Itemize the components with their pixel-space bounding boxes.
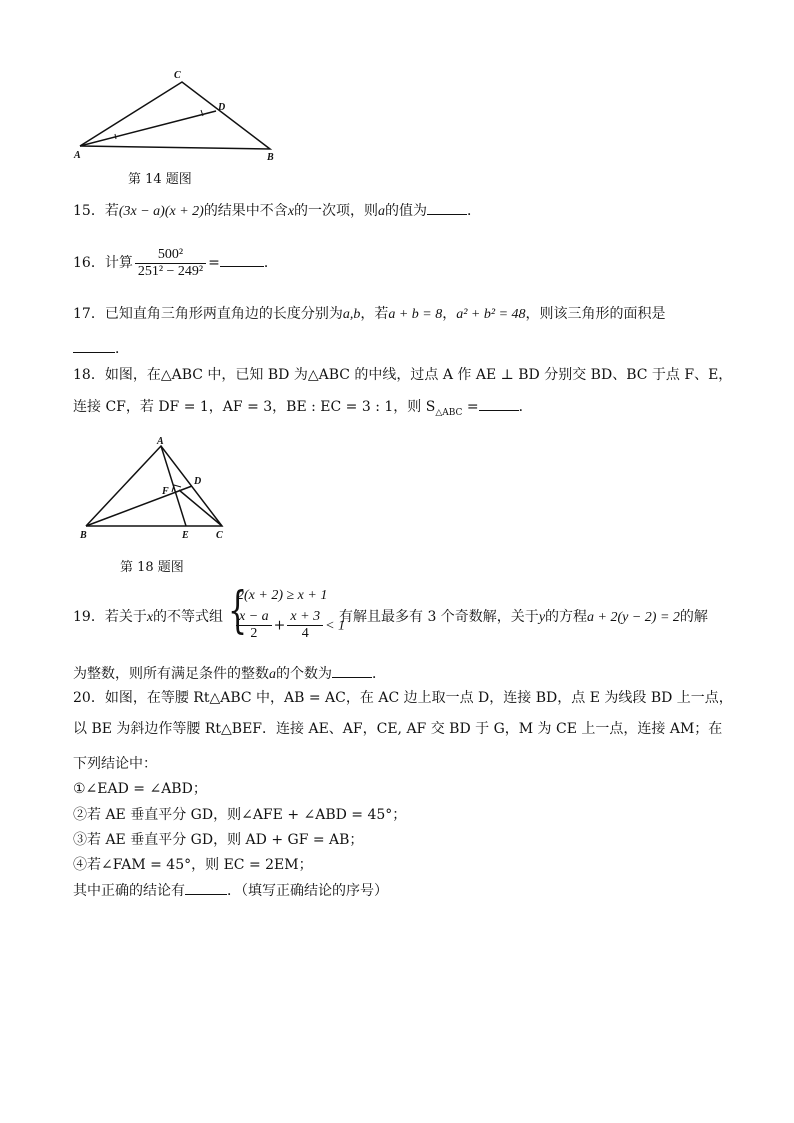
answer-blank bbox=[185, 880, 227, 895]
figure-18-caption: 第 18 题图 bbox=[120, 560, 184, 575]
answer-blank bbox=[73, 338, 115, 353]
q19-inequality-2: $\frac{x - a}{2}$ + $\frac{x + 3}{4}$ < 1 bbox=[234, 609, 345, 642]
question-15: 15．若(3x − a)(x + 2)的结果中不含x的一次项，则a的值为 ． bbox=[73, 200, 481, 222]
q20-number: 20． bbox=[73, 690, 105, 706]
question-19: 19．若关于x的不等式组 bbox=[73, 609, 224, 625]
q16-number: 16． bbox=[73, 255, 105, 271]
q17-number: 17． bbox=[73, 306, 105, 322]
conclusion-item: ①∠EAD = ∠ABD； bbox=[73, 781, 207, 797]
figure-14-triangle bbox=[70, 66, 285, 166]
answer-blank bbox=[220, 252, 264, 267]
question-20-final: 其中正确的结论有 ．（填写正确结论的序号） bbox=[73, 880, 388, 901]
fig18-label-d: D bbox=[194, 476, 202, 487]
q16-fraction: $\frac{\text{500²}}{\text{251² − 249²}}$ bbox=[135, 247, 206, 280]
question-18: 18．如图，在△ABC 中，已知 BD 为△ABC 的中线，过点 A 作 AE ⊥ BD 分别交 BD、BC 于点 F、E， bbox=[73, 367, 733, 383]
question-17-line-2: ． bbox=[73, 338, 129, 359]
fig14-label-d: D bbox=[218, 102, 226, 113]
figure-18-triangle bbox=[74, 434, 234, 544]
conclusion-item: ③若 AE 垂直平分 GD，则 AD + GF = AB； bbox=[73, 832, 364, 848]
q18-number: 18． bbox=[73, 367, 105, 383]
answer-blank bbox=[427, 200, 467, 215]
fig18-label-b: B bbox=[80, 530, 87, 541]
conclusion-item: ②若 AE 垂直平分 GD，则∠AFE + ∠ABD = 45°； bbox=[73, 807, 407, 823]
fig18-label-e: E bbox=[182, 530, 189, 541]
question-17: 17．已知直角三角形两直角边的长度分别为a,b，若a + b = 8，a² + b² = 48，则该三角形的面积是 bbox=[73, 306, 666, 322]
question-16: 16．计算 $\frac{\text{500²}}{\text{251² − 249²}}$ = ． bbox=[73, 246, 278, 279]
question-20-line-2: 以 BE 为斜边作等腰 Rt△BEF．连接 AE、AF，CE, AF 交 BD 于 G，M 为 CE 上一点，连接 AM；在 bbox=[73, 721, 723, 737]
question-19-line-2: 为整数，则所有满足条件的整数a的个数为 ． bbox=[73, 663, 386, 685]
fig18-label-f: F bbox=[162, 486, 169, 497]
q19-number: 19． bbox=[73, 609, 105, 625]
q15-number: 15． bbox=[73, 203, 105, 219]
fig14-label-a: A bbox=[74, 150, 81, 161]
fig14-label-c: C bbox=[174, 70, 181, 81]
question-20-line-3: 下列结论中： bbox=[73, 756, 157, 772]
figure-14-caption: 第 14 题图 bbox=[128, 172, 192, 187]
question-20: 20．如图，在等腰 Rt△ABC 中，AB = AC，在 AC 边上取一点 D，连接 BD，点 E 为线段 BD 上一点， bbox=[73, 690, 733, 706]
question-19-tail: 有解且最多有 3 个奇数解，关于y的方程a + 2(y − 2) = 2的解 bbox=[339, 609, 708, 625]
q19-inequality-1: 2(x + 2) ≥ x + 1 bbox=[237, 588, 328, 603]
fig18-label-c: C bbox=[216, 530, 223, 541]
answer-blank bbox=[332, 663, 372, 678]
fig14-label-b: B bbox=[267, 152, 274, 163]
answer-blank bbox=[479, 396, 519, 411]
conclusion-item: ④若∠FAM = 45°，则 EC = 2EM； bbox=[73, 857, 313, 873]
q15-expression: (3x − a)(x + 2) bbox=[118, 204, 204, 219]
system-brace: { bbox=[228, 581, 248, 639]
fig18-label-a: A bbox=[157, 436, 164, 447]
question-18-line-2: 连接 CF，若 DF = 1，AF = 3，BE : EC = 3 : 1，则 $S_{\triangle ABC}$ = ． bbox=[73, 396, 533, 423]
